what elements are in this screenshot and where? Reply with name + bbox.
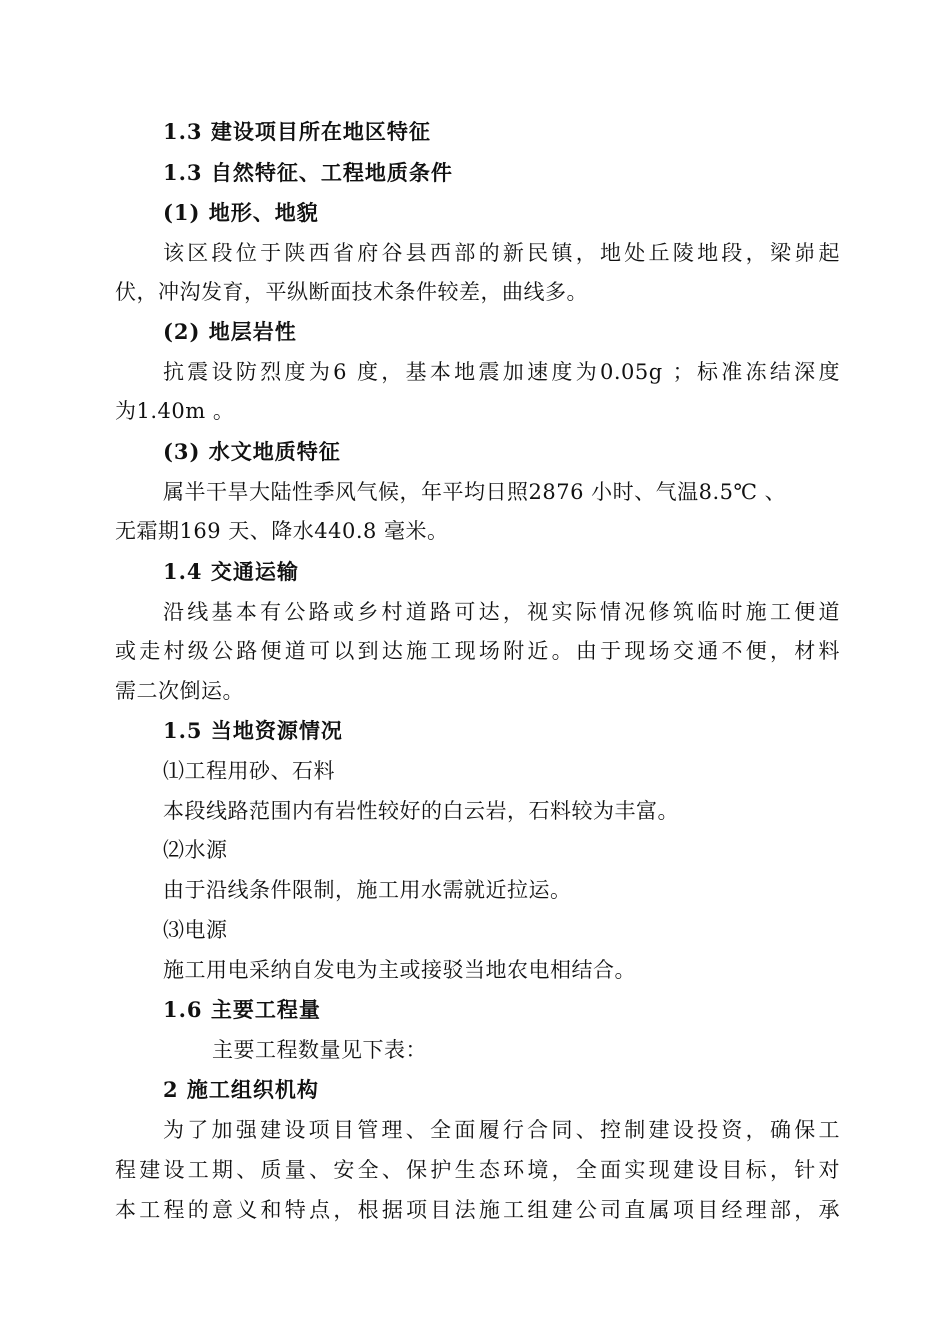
- organization-paragraph-line: 本工程的意义和特点，根据项目法施工组建公司直属项目经理部，承: [115, 1198, 840, 1222]
- organization-paragraph-line: 为了加强建设项目管理、全面履行合同、控制建设投资，确保工: [163, 1118, 840, 1142]
- terrain-paragraph-line: 该区段位于陕西省府谷县西部的新民镇，地处丘陵地段，梁峁起: [163, 241, 840, 265]
- organization-paragraph-line: 程建设工期、质量、安全、保护生态环境，全面实现建设目标，针对: [115, 1158, 840, 1182]
- quantity-text: 主要工程数量见下表：: [212, 1038, 427, 1062]
- section-2-heading: 2 施工组织机构: [163, 1077, 319, 1102]
- resource-sand-heading: ⑴工程用砂、石料: [163, 759, 335, 783]
- hydro-paragraph-line: 属半干旱大陆性季风气候，年平均日照2876 小时、气温8.5℃ 、: [163, 480, 787, 504]
- strata-heading: (2) 地层岩性: [163, 319, 297, 344]
- resource-power-heading: ⑶电源: [163, 918, 228, 942]
- transport-paragraph-line: 沿线基本有公路或乡村道路可达，视实际情况修筑临时施工便道: [163, 600, 840, 624]
- transport-paragraph-line: 或走村级公路便道可以到达施工现场附近。由于现场交通不便，材料: [115, 639, 840, 663]
- section-1-4-heading: 1.4 交通运输: [163, 559, 299, 584]
- resource-power-text: 施工用电采纳自发电为主或接驳当地农电相结合。: [163, 958, 636, 982]
- terrain-heading: (1) 地形、地貌: [163, 200, 319, 225]
- strata-paragraph-line: 抗震设防烈度为6 度，基本地震加速度为0.05g ；标准冻结深度: [163, 360, 840, 384]
- strata-paragraph-line: 为1.40m 。: [115, 399, 235, 423]
- hydro-paragraph-line: 无霜期169 天、降水440.8 毫米。: [115, 519, 449, 543]
- section-1-3b-heading: 1.3 自然特征、工程地质条件: [163, 160, 453, 185]
- hydro-heading: (3) 水文地质特征: [163, 439, 341, 464]
- resource-sand-text: 本段线路范围内有岩性较好的白云岩，石料较为丰富。: [163, 799, 679, 823]
- terrain-paragraph-line: 伏，冲沟发育，平纵断面技术条件较差，曲线多。: [115, 280, 588, 304]
- section-1-3-heading: 1.3 建设项目所在地区特征: [163, 119, 431, 144]
- section-1-5-heading: 1.5 当地资源情况: [163, 718, 343, 743]
- resource-water-text: 由于沿线条件限制，施工用水需就近拉运。: [163, 878, 572, 902]
- resource-water-heading: ⑵水源: [163, 838, 228, 862]
- section-1-6-heading: 1.6 主要工程量: [163, 997, 321, 1022]
- transport-paragraph-line: 需二次倒运。: [115, 679, 244, 703]
